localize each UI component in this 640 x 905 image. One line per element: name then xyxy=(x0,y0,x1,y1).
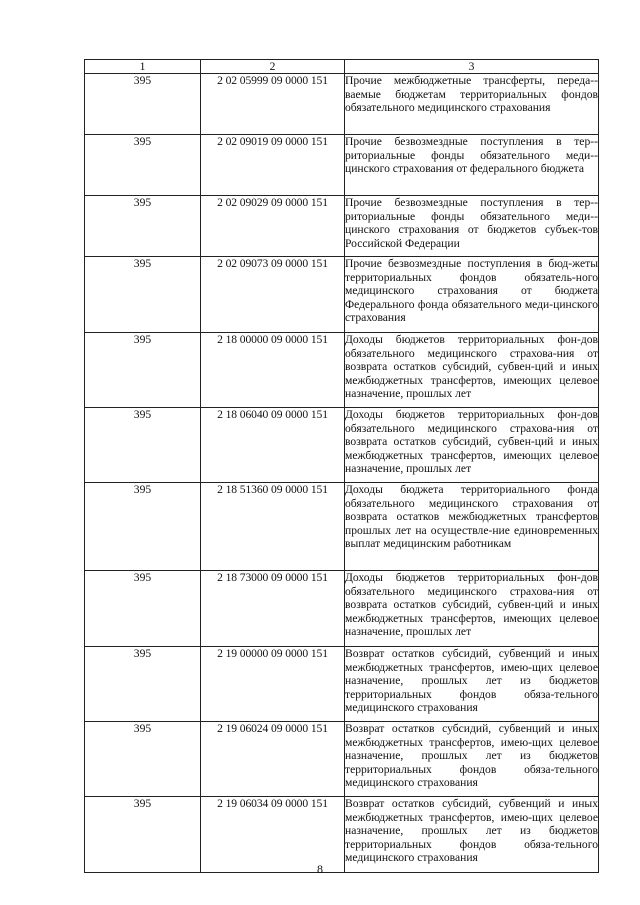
budget-code-cell: 2 18 51360 09 0000 151 xyxy=(201,483,345,571)
income-name-cell: Возврат остатков субсидий, субвенций и иных межбюджетных трансфертов, имею-щих целевое назначение, прошлых лет из бюджетов территориальных фондов обяза-тельного медицинского страхования xyxy=(345,647,599,722)
admin-code-cell: 395 xyxy=(85,571,201,647)
income-name-cell: Прочие безвозмездные поступления в бюд-жеты территориальных фондов обязатель-ного медицинского страхования от бюджета Федерального фонда обязательного меди-цинского страхования xyxy=(345,257,599,333)
budget-code-cell: 2 02 09073 09 0000 151 xyxy=(201,257,345,333)
budget-codes-table xyxy=(84,59,599,873)
income-name-cell: Прочие безвозмездные поступления в тер-риториальные фонды обязательного меди-цинского страхования от бюджетов субъек-тов Российской Федерации xyxy=(345,196,599,257)
budget-code-cell: 2 18 00000 09 0000 151 xyxy=(201,333,345,408)
income-name-cell: Прочие безвозмездные поступления в тер-риториальные фонды обязательного меди-цинского страхования от федерального бюджета xyxy=(345,135,599,196)
table-row xyxy=(85,74,599,135)
table-header-row xyxy=(85,60,599,74)
budget-code-cell: 2 19 00000 09 0000 151 xyxy=(201,647,345,722)
table-row xyxy=(85,196,599,257)
table-row xyxy=(85,571,599,647)
income-name-cell: Доходы бюджета территориального фонда обязательного медицинского страхования от возврата остатков межбюджетных трансфертов прошлых лет на осуществле-ние единовременных выплат медицинским работникам xyxy=(345,483,599,571)
budget-code-cell: 2 19 06024 09 0000 151 xyxy=(201,722,345,797)
table-row xyxy=(85,408,599,483)
table-row xyxy=(85,257,599,333)
budget-code-cell: 2 18 73000 09 0000 151 xyxy=(201,571,345,647)
admin-code-cell: 395 xyxy=(85,483,201,571)
page-number: 8 xyxy=(317,862,323,876)
column-header-1: 1 xyxy=(85,60,201,74)
income-name-cell: Доходы бюджетов территориальных фон-дов обязательного медицинского страхова-ния от возврата остатков субсидий, субвен-ций и иных межбюджетных трансфертов, имеющих целевое назначение, прошлых лет xyxy=(345,571,599,647)
admin-code-cell: 395 xyxy=(85,74,201,135)
admin-code-cell: 395 xyxy=(85,257,201,333)
admin-code-cell: 395 xyxy=(85,196,201,257)
admin-code-cell: 395 xyxy=(85,722,201,797)
admin-code-cell: 395 xyxy=(85,135,201,196)
budget-code-cell: 2 02 05999 09 0000 151 xyxy=(201,74,345,135)
column-header-2: 2 xyxy=(201,60,345,74)
budget-code-cell: 2 19 06034 09 0000 151 xyxy=(201,797,345,873)
income-name-cell: Прочие межбюджетные трансферты, переда-ваемые бюджетам территориальных фондов обязательного медицинского страхования xyxy=(345,74,599,135)
table-row xyxy=(85,135,599,196)
table-row xyxy=(85,722,599,797)
table-row xyxy=(85,483,599,571)
income-name-cell: Доходы бюджетов территориальных фон-дов обязательного медицинского страхова-ния от возврата остатков субсидий, субвен-ций и иных межбюджетных трансфертов, имеющих целевое назначение, прошлых лет xyxy=(345,408,599,483)
admin-code-cell: 395 xyxy=(85,408,201,483)
income-name-cell: Возврат остатков субсидий, субвенций и иных межбюджетных трансфертов, имею-щих целевое назначение, прошлых лет из бюджетов территориальных фондов обяза-тельного медицинского страхования xyxy=(345,797,599,873)
budget-code-cell: 2 02 09029 09 0000 151 xyxy=(201,196,345,257)
budget-code-cell: 2 18 06040 09 0000 151 xyxy=(201,408,345,483)
admin-code-cell: 395 xyxy=(85,647,201,722)
income-name-cell: Доходы бюджетов территориальных фон-дов обязательного медицинского страхова-ния от возврата остатков субсидий, субвен-ций и иных межбюджетных трансфертов, имеющих целевое назначение, прошлых лет xyxy=(345,333,599,408)
table-row xyxy=(85,647,599,722)
budget-code-cell: 2 02 09019 09 0000 151 xyxy=(201,135,345,196)
admin-code-cell: 395 xyxy=(85,797,201,873)
column-header-3: 3 xyxy=(345,60,599,74)
income-name-cell: Возврат остатков субсидий, субвенций и иных межбюджетных трансфертов, имею-щих целевое назначение, прошлых лет из бюджетов территориальных фондов обяза-тельного медицинского страхования xyxy=(345,722,599,797)
admin-code-cell: 395 xyxy=(85,333,201,408)
table-row xyxy=(85,333,599,408)
